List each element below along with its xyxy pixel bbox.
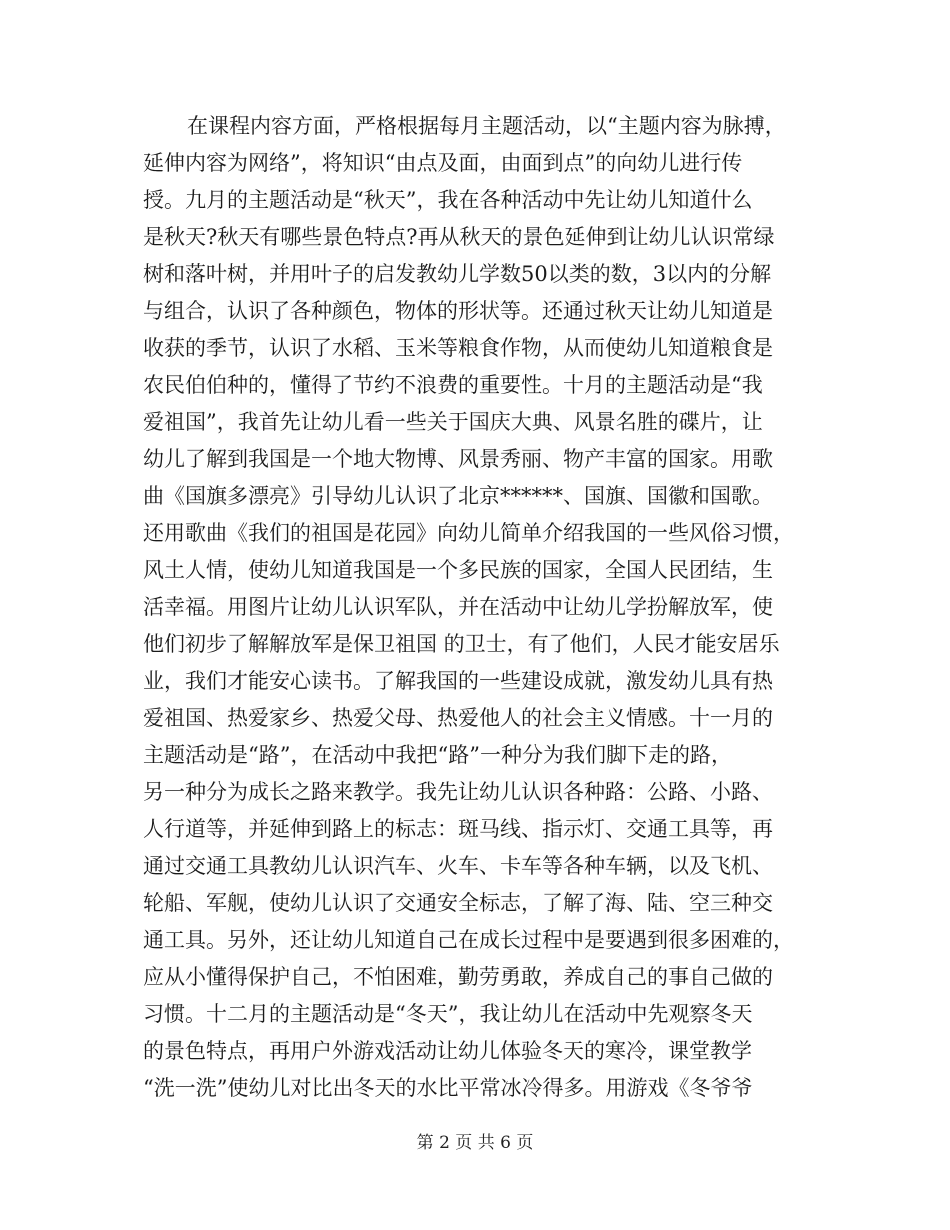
text-line: 还用歌曲《我们的祖国是花园》向幼儿简单介绍我国的一些风俗习惯， bbox=[143, 521, 794, 545]
text-line: 风土人情，使幼儿知道我国是一个多民族的国家，全国人民团结，生 bbox=[143, 558, 773, 582]
text-line: 活幸福。用图片让幼儿认识军队，并在活动中让幼儿学扮解放军，使 bbox=[143, 595, 773, 619]
text-line: 通过交通工具教幼儿认识汽车、火车、卡车等各种车辆，以及飞机、 bbox=[143, 854, 773, 878]
text-line: “洗一洗”使幼儿对比出冬天的水比平常冰冷得多。用游戏《冬爷爷 bbox=[143, 1076, 753, 1100]
text-line: 主题活动是“路”，在活动中我把“路”一种分为我们脚下走的路， bbox=[143, 743, 732, 767]
text-line: 延伸内容为网络”，将知识“由点及面，由面到点”的向幼儿进行传 bbox=[143, 151, 743, 175]
text-line: 与组合，认识了各种颜色，物体的形状等。还通过秋天让幼儿知道是 bbox=[143, 299, 773, 323]
text-line: 另一种分为成长之路来教学。我先让幼儿认识各种路：公路、小路、 bbox=[143, 780, 773, 804]
text-line: 收获的季节，认识了水稻、玉米等粮食作物，从而使幼儿知道粮食是 bbox=[143, 336, 773, 360]
page-number-footer: 第 2 页 共 6 页 bbox=[416, 1133, 534, 1153]
text-line: 人行道等，并延伸到路上的标志：斑马线、指示灯、交通工具等，再 bbox=[143, 817, 773, 841]
text-line: 通工具。另外，还让幼儿知道自己在成长过程中是要遇到很多困难的， bbox=[143, 928, 794, 952]
text-line: 轮船、军舰，使幼儿认识了交通安全标志，了解了海、陆、空三种交 bbox=[143, 891, 773, 915]
text-line: 在课程内容方面，严格根据每月主题活动，以“主题内容为脉搏， bbox=[187, 114, 786, 138]
text-line: 业，我们才能安心读书。了解我国的一些建设成就，激发幼儿具有热 bbox=[143, 669, 773, 693]
text-line: 授。九月的主题活动是“秋天”，我在各种活动中先让幼儿知道什么 bbox=[143, 188, 753, 212]
text-line: 树和落叶树，并用叶子的启发教幼儿学数50以类的数，3以内的分解 bbox=[143, 262, 772, 286]
text-line: 曲《国旗多漂亮》引导幼儿认识了北京******、国旗、国徽和国歌。 bbox=[143, 484, 773, 508]
text-line: 习惯。十二月的主题活动是“冬天”，我让幼儿在活动中先观察冬天 bbox=[143, 1002, 753, 1026]
text-line: 应从小懂得保护自己，不怕困难，勤劳勇敢，养成自己的事自己做的 bbox=[143, 965, 773, 989]
text-line: 爱祖国”，我首先让幼儿看一些关于国庆大典、风景名胜的碟片，让 bbox=[143, 410, 763, 434]
text-line: 幼儿了解到我国是一个地大物博、风景秀丽、物产丰富的国家。用歌 bbox=[143, 447, 773, 471]
text-line: 爱祖国、热爱家乡、热爱父母、热爱他人的社会主义情感。十一月的 bbox=[143, 706, 773, 730]
text-line: 他们初步了解解放军是保卫祖国 的卫士，有了他们，人民才能安居乐 bbox=[143, 632, 780, 656]
body-paragraph bbox=[143, 108, 803, 1107]
text-line: 是秋天?秋天有哪些景色特点?再从秋天的景色延伸到让幼儿认识常绿 bbox=[143, 225, 775, 249]
text-line: 农民伯伯种的，懂得了节约不浪费的重要性。十月的主题活动是“我 bbox=[143, 373, 763, 397]
text-line: 的景色特点，再用户外游戏活动让幼儿体验冬天的寒冷，课堂教学 bbox=[143, 1039, 752, 1063]
